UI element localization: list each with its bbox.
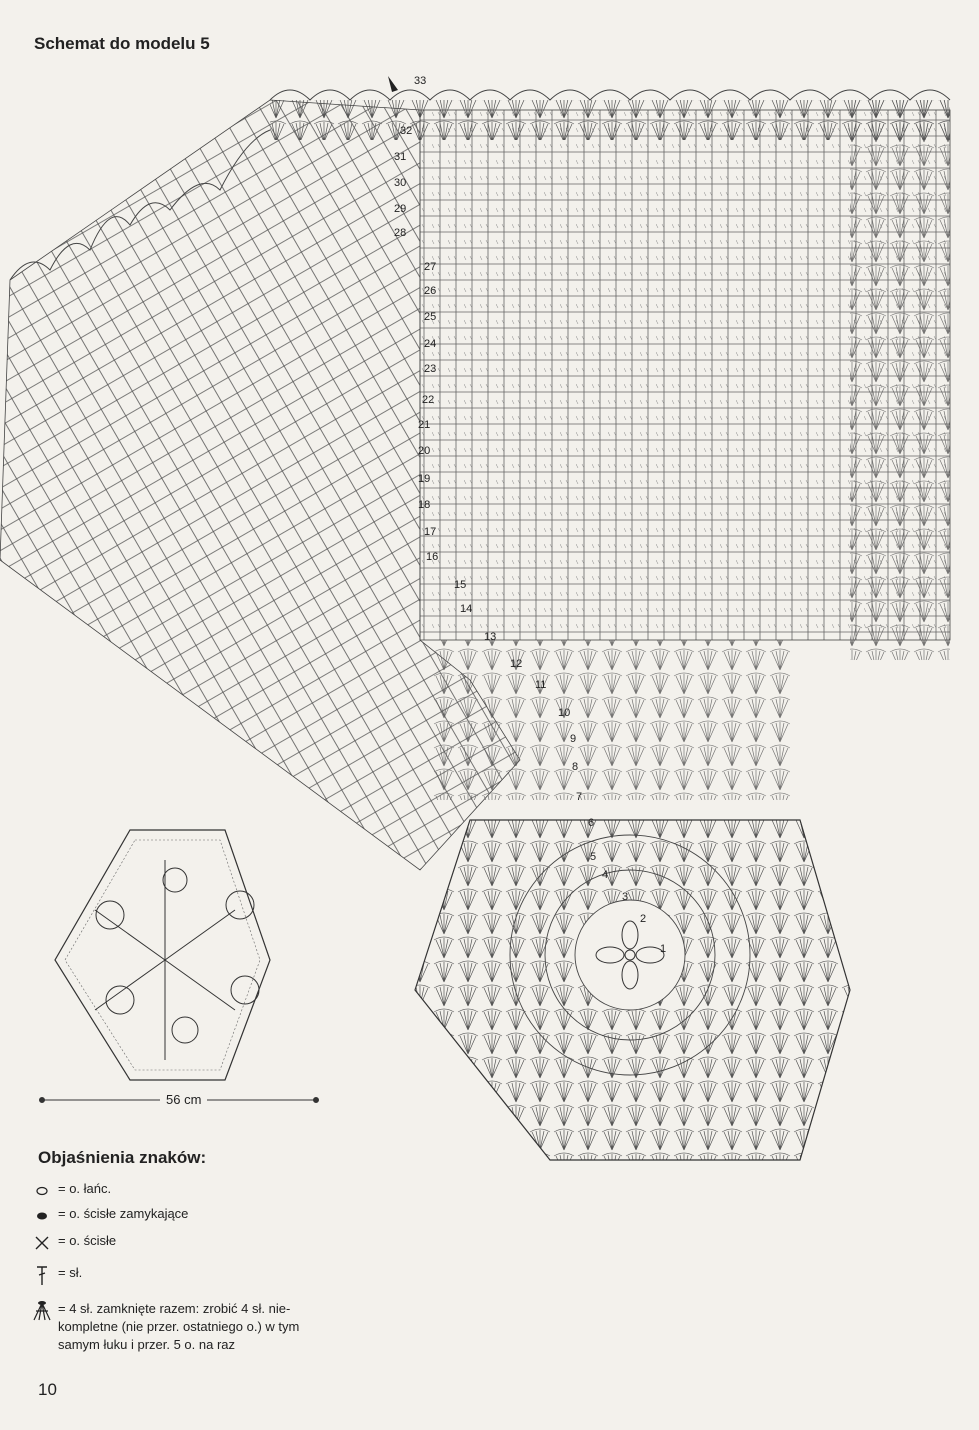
round-label: 33 (414, 75, 427, 87)
round-label: 8 (572, 761, 579, 773)
round-label: 32 (400, 125, 413, 137)
connecting-fans (430, 640, 790, 800)
round-label: 23 (424, 363, 437, 375)
legend-text: = sł. (58, 1265, 83, 1280)
cluster-4dc-icon (30, 1300, 54, 1322)
round-label: 27 (424, 261, 437, 273)
legend-item (30, 1180, 111, 1202)
legend-text: = o. ścisłe (58, 1233, 117, 1248)
page-title: Schemat do modelu 5 (34, 34, 210, 53)
round-label: 15 (454, 579, 467, 591)
single-crochet-icon (30, 1232, 54, 1254)
round-label: 6 (588, 817, 595, 829)
round-label: 30 (394, 177, 407, 189)
double-crochet-icon (30, 1264, 54, 1286)
round-label: 29 (394, 203, 407, 215)
overview-hexagon (55, 830, 270, 1080)
round-label: 20 (418, 445, 431, 457)
round-label: 7 (576, 791, 583, 803)
round-label: 26 (424, 285, 437, 297)
round-label: 28 (394, 227, 407, 239)
hexagon-motif (415, 820, 850, 1160)
round-label: 19 (418, 473, 431, 485)
legend-item (30, 1300, 299, 1354)
round-label: 14 (460, 603, 473, 615)
legend-text: = o. łańc. (58, 1181, 112, 1196)
round-label: 12 (510, 658, 523, 670)
round-label: 22 (422, 394, 435, 406)
legend-title: Objaśnienia znaków: (38, 1148, 207, 1167)
round-label: 1 (660, 943, 667, 955)
chain-stitch-icon (30, 1180, 54, 1202)
round-label: 5 (590, 851, 597, 863)
round-label: 10 (558, 707, 571, 719)
round-label: 2 (640, 913, 647, 925)
start-arrow-icon (388, 76, 398, 92)
round-label: 17 (424, 526, 437, 538)
round-label: 11 (535, 679, 547, 691)
legend-text: = 4 sł. zamknięte razem: zrobić 4 sł. nie- kompletne (nie przer. ostatniego o.) w tym samym łuku i przer. 5 o. na raz (58, 1301, 300, 1352)
slip-stitch-icon (30, 1205, 54, 1227)
round-label: 4 (602, 869, 609, 881)
legend-item (30, 1205, 188, 1227)
round-label: 18 (418, 499, 431, 511)
legend-text: = o. ścisłe zamykające (58, 1206, 189, 1221)
legend-item (30, 1232, 116, 1254)
round-label: 31 (394, 151, 407, 163)
round-label: 3 (622, 891, 629, 903)
round-label: 13 (484, 631, 497, 643)
round-label: 25 (424, 311, 437, 323)
round-label: 21 (418, 419, 431, 431)
page-number: 10 (38, 1380, 57, 1399)
round-label: 9 (570, 733, 577, 745)
round-label: 16 (426, 551, 439, 563)
legend-item (30, 1264, 82, 1286)
round-label: 24 (424, 338, 437, 350)
size-label: 56 cm (160, 1092, 207, 1107)
right-fan-border (850, 100, 950, 660)
